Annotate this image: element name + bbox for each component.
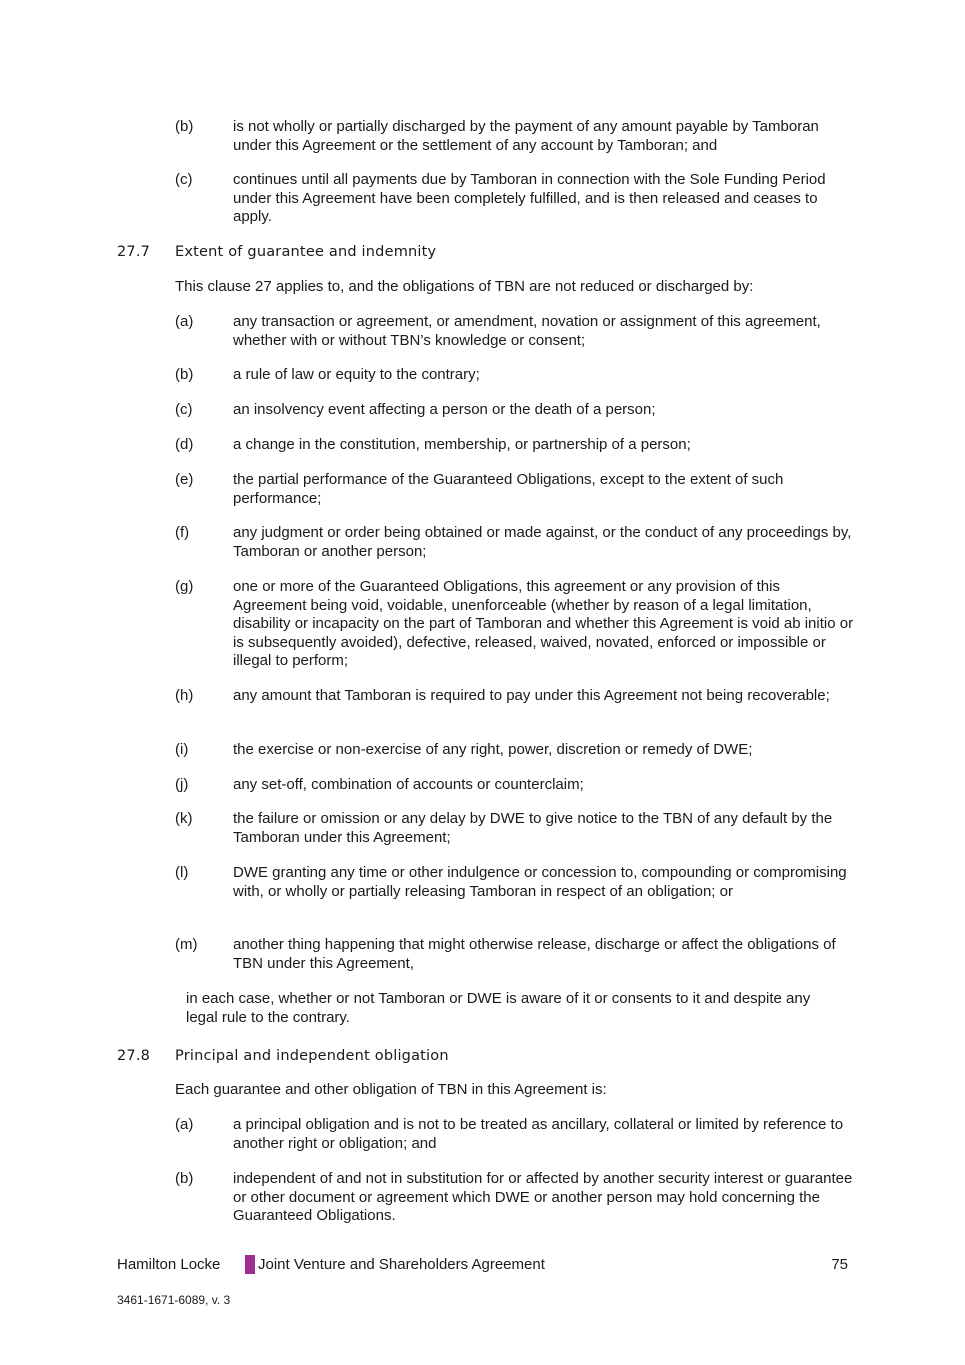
item-text: is not wholly or partially discharged by the payment of any amount payable by Tamboran under this Agreement or the settlement of any account by Tamboran; and [233, 118, 819, 154]
item-label: (b) [175, 118, 194, 135]
item-text: any transaction or agreement, or amendment, novation or assignment of this agreement, whether with or without TBN’s knowledge or consent; [233, 313, 821, 349]
section-number: 27.8 [117, 1048, 151, 1064]
item-text: a change in the constitution, membership, or partnership of a person; [233, 436, 691, 453]
document-id: 3461-1671-6089, v. 3 [117, 1293, 231, 1307]
item-text: another thing happening that might otherwise release, discharge or affect the obligations of TBN under this Agreement, [233, 936, 836, 972]
section-title: Extent of guarantee and indemnity [175, 244, 437, 260]
item-text: a rule of law or equity to the contrary; [233, 366, 480, 383]
page-number: 75 [831, 1256, 848, 1273]
item-label: (f) [175, 524, 190, 541]
item-text: DWE granting any time or other indulgence or concession to, compounding or compromising with, or wholly or partially releasing Tamboran in respect of an obligation; or [233, 864, 847, 900]
item-text: any judgment or order being obtained or made against, or the conduct of any proceedings by, Tamboran or another person; [233, 524, 852, 560]
item-label: (i) [175, 741, 189, 758]
item-text: any set-off, combination of accounts or counterclaim; [233, 776, 584, 793]
footer-firm: Hamilton Locke [117, 1256, 221, 1273]
footer-document-title: Joint Venture and Shareholders Agreement [258, 1256, 545, 1273]
item-text: any amount that Tamboran is required to pay under this Agreement not being recoverable; [233, 687, 830, 704]
section-intro: This clause 27 applies to, and the obligations of TBN are not reduced or discharged by: [175, 278, 754, 295]
item-label: (c) [175, 171, 193, 188]
item-text: one or more of the Guaranteed Obligations, this agreement or any provision of this Agreement being void, voidable, unenforceable (whether by reason of a legal limitation, disability or incapacity on the part of Tamboran and whether this Agreement is void ab initio or is subsequently avoided), defective, released, waived, novated, enforced or impossible or illegal to perform; [233, 578, 854, 670]
item-text: an insolvency event affecting a person or the death of a person; [233, 401, 656, 418]
item-label: (l) [175, 864, 189, 881]
section-number: 27.7 [117, 244, 151, 260]
item-label: (e) [175, 471, 194, 488]
item-text: the failure or omission or any delay by DWE to give notice to the TBN of any default by the Tamboran under this Agreement; [233, 810, 833, 846]
item-label: (a) [175, 1116, 194, 1133]
item-label: (d) [175, 436, 194, 453]
section-title: Principal and independent obligation [175, 1048, 449, 1064]
item-label: (b) [175, 366, 194, 383]
item-text: the exercise or non-exercise of any right, power, discretion or remedy of DWE; [233, 741, 753, 758]
item-text: the partial performance of the Guaranteed Obligations, except to the extent of such performance; [233, 471, 784, 507]
item-text: continues until all payments due by Tamboran in connection with the Sole Funding Period under this Agreement have been completely fulfilled, and is then released and ceases to apply. [233, 171, 826, 226]
item-label: (b) [175, 1170, 194, 1187]
item-text: a principal obligation and is not to be treated as ancillary, collateral or limited by reference to another right or obligation; and [233, 1116, 844, 1152]
item-label: (a) [175, 313, 194, 330]
item-text: independent of and not in substitution for or affected by another security interest or guarantee or other document or agreement which DWE or another person may hold concerning the Guaranteed Obligations. [233, 1170, 853, 1225]
item-label: (h) [175, 687, 194, 704]
item-label: (k) [175, 810, 193, 827]
item-label: (j) [175, 776, 189, 793]
section-intro: Each guarantee and other obligation of TBN in this Agreement is: [175, 1081, 607, 1098]
footer-accent-bar [245, 1255, 255, 1274]
item-label: (c) [175, 401, 193, 418]
section-closing: in each case, whether or not Tamboran or DWE is aware of it or consents to it and despite any legal rule to the contrary. [186, 990, 811, 1026]
item-label: (m) [175, 936, 198, 953]
item-label: (g) [175, 578, 194, 595]
